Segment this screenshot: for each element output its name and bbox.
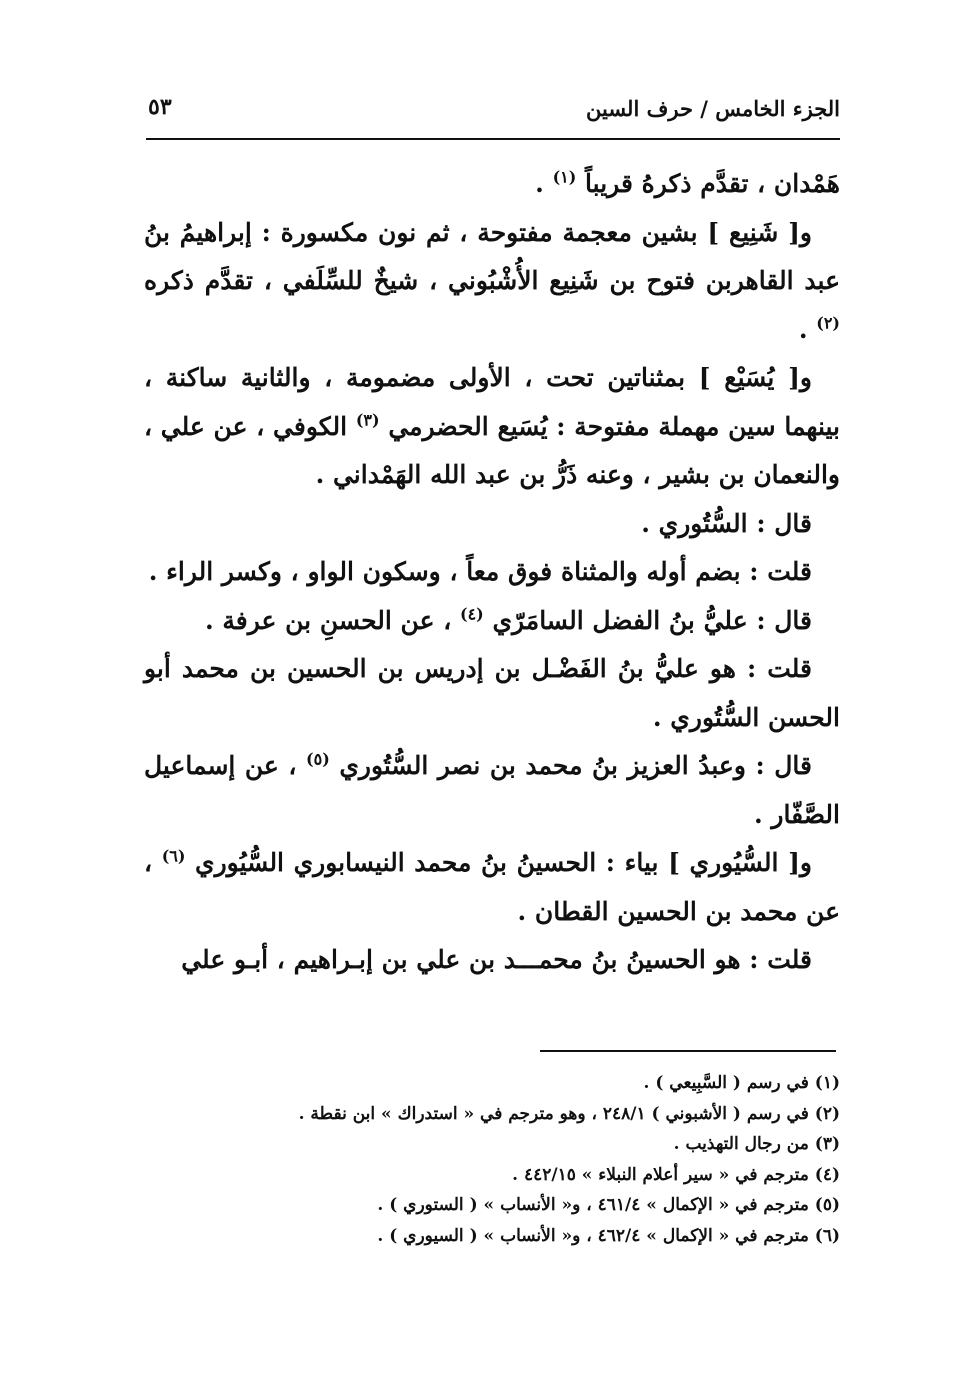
footnote-4: (٤) مترجم في « سير أعلام النبلاء » ٤٤٢/١٥ .: [512, 1164, 840, 1185]
page-number: ٥٣: [148, 94, 172, 120]
footnote-ref-5: (٥): [306, 749, 330, 769]
footnote-ref-4: (٤): [459, 604, 484, 624]
paragraph-4: قال : السُّتُوري .: [641, 508, 812, 538]
footnote-6: (٦) مترجم في « الإكمال » ٤٦٢/٤ ، و« الأنساب » ( السيوري ) .: [377, 1225, 840, 1246]
paragraph-6: قال : عليُّ بنُ الفضل السامَرّي $^{(٤)}$ ، عن الحسنِ بن عرفة .: [204, 604, 812, 635]
paragraph-10: قلت : هو الحسينُ بنُ محمـــد بن علي بن إبـراهيم ، أبـو علي: [181, 945, 812, 974]
header-rule: [146, 138, 840, 140]
footnote-5: (٥) مترجم في « الإكمال » ٤٦١/٤ ، و« الأنساب » ( الستوري ) .: [377, 1195, 840, 1216]
paragraph-7: قلت : هو عليُّ بنُ الفَضْـل بن إدريس بن الحسين بن محمد أبو الحسن السُّتُوري .: [144, 654, 840, 732]
footnote-ref-3: (٣): [355, 410, 380, 430]
footnote-2: (٢) في رسم ( الأشبوني ) ٢٤٨/١ ، وهو مترجم في « استدراك » ابن نقطة .: [298, 1103, 840, 1124]
running-title: الجزء الخامس / حرف السين: [586, 96, 840, 121]
entry-term-yusay: يُسَيْع: [724, 363, 775, 392]
paragraph-1: هَمْدان ، تقدَّم ذكرهُ قريباً $^{(١)}$ .: [535, 167, 840, 198]
entry-term-sutturi: السُّتُوري: [658, 508, 748, 538]
footnote-ref-2: (٢): [816, 313, 840, 333]
entry-term-shanie: شَنِيع: [728, 217, 779, 247]
page-header: [148, 92, 840, 134]
paragraph-8: قال : وعبدُ العزيز بنُ محمد بن نصر السُّتُوري $^{(٥)}$ ، عن إسماعيل الصَّفّار .: [144, 749, 840, 829]
paragraph-3: و[ يُسَيْع ] بمثناتين تحت ، الأولى مضمومة ، والثانية ساكنة ، بينهما سين مهملة مفتوحة : يُسَيع الحضرمي $^{(٣)}$ الكوفي ، عن علي ، والنعمان بن بشير ، وعنه ذَرُّ بن عبد الله الهَمْداني .: [144, 363, 840, 489]
paragraph-2: و[ شَنِيع ] بشين معجمة مفتوحة ، ثم نون مكسورة : إبراهيمُ بنُ عبد القاهربن فتوح بن شَنِيع الأُشْبُوني ، شيخٌ للسِّلَفي ، تقدَّم ذكره $^{(٢)}$ .: [144, 217, 840, 344]
paragraph-5: قلت : بضم أوله والمثناة فوق معاً ، وسكون الواو ، وكسر الراء .: [148, 557, 812, 586]
main-text: [144, 160, 840, 985]
footnote-1: (١) في رسم ( السَّبِيعي ) .: [643, 1073, 840, 1093]
footnote-rule: [540, 1050, 836, 1052]
footnote-ref-6: (٦): [161, 846, 186, 866]
footnote-3: (٣) من رجال التهذيب .: [673, 1134, 840, 1155]
footnotes: [144, 1068, 840, 1252]
paragraph-9: و[ السُّيُوري ] بياء : الحسينُ بنُ محمد النيسابوري السُّيُوري $^{(٦)}$ ، عن محمد بن الحسين القطان .: [144, 846, 840, 926]
footnote-ref-1: (١): [552, 167, 577, 187]
entry-term-suyuri: السُّيُوري: [689, 848, 779, 877]
